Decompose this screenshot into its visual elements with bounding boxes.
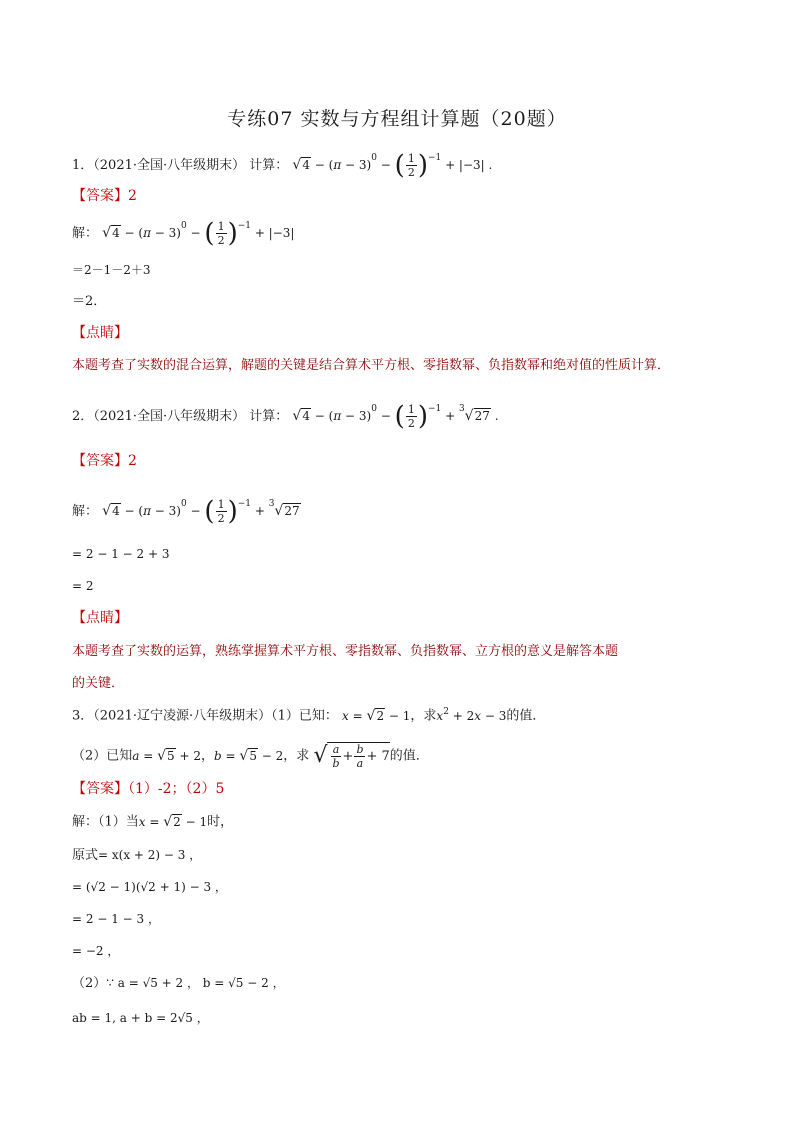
question-3-part-2-solution: [72, 973, 285, 994]
answer-value: 2: [128, 453, 137, 469]
question-3-part-2-solution-2: ab = 1, a + b = 2√5 ，: [72, 1011, 209, 1025]
solution-when-tail: 时，: [207, 814, 234, 830]
question-1-answer: [72, 186, 137, 206]
question-1-prefix: 1．（2021·全国·八年级期末） 计算：: [72, 158, 289, 173]
solution-prefix: 解：（1）当: [72, 814, 139, 830]
question-1-step-1: ＝2－1－2＋3: [72, 263, 151, 277]
page-title: 专练07 实数与方程组计算题（20题）: [227, 108, 567, 130]
part-2-prefix: （2）已知: [72, 748, 133, 764]
solution-expression: $√4 - (\pi - 3)^0$ − ( $\frac{1}{2}$ )$^{-1}$ + $^3$√27: [102, 496, 300, 527]
original-expression-label: 原式: [72, 848, 99, 863]
question-3-x-value: x = √2 − 1: [342, 708, 411, 724]
solution-prefix: 解：: [72, 226, 99, 241]
answer-value: 2: [128, 188, 137, 204]
question-1-comment: 本题考查了实数的混合运算，解题的关键是结合算术平方根、零指数幂、负指数幂和绝对值的性质计算．: [72, 358, 671, 373]
question-2-step-1: = 2 − 1 − 2 + 3: [72, 547, 170, 561]
question-3-part-2: [72, 742, 429, 770]
question-2-comment-line-1: 本题考查了实数的运算，熟练掌握算术平方根、零指数幂、负指数幂、立方根的意义是解答本题: [72, 644, 619, 659]
question-1-expression: $√4 - (\pi - 3)^0$ − ( $\frac{1}{2}$ )$^{-1}$ + |−3| .: [292, 150, 493, 181]
question-3: [72, 706, 545, 727]
question-3-step-2: = (√2 − 1)(√2 + 1) − 3 ，: [72, 880, 227, 894]
question-3-polynomial: $x^2 + 2x - 3$: [436, 707, 507, 723]
question-2-solution: [72, 498, 301, 525]
question-3-step-1: [72, 845, 201, 866]
b-value: b = √5 − 2: [214, 748, 284, 764]
question-3-step-4: = −2 ，: [72, 944, 120, 958]
question-3-step-3: = 2 − 1 − 3 ，: [72, 912, 160, 926]
answer-label: 【答案】: [72, 453, 128, 469]
part-2-solution-prefix: （2）: [72, 976, 107, 991]
question-2-prefix: 2．（2021·全国·八年级期末） 计算：: [72, 409, 289, 424]
question-2-step-2: = 2: [72, 579, 94, 593]
part-2-ask: ，求: [283, 748, 310, 764]
question-3-solution: [72, 812, 233, 833]
question-1-solution: [72, 220, 294, 247]
question-1-comment-label: 【点睛】: [72, 325, 128, 341]
question-3-answer: [72, 779, 224, 799]
question-3-prefix: 3．（2021·辽宁凌源·八年级期末）（1）已知：: [72, 708, 338, 724]
solution-expression: $√4 - (\pi - 3)^0$ − ( $\frac{1}{2}$ )$^{-1}$ + |−3|: [102, 218, 295, 249]
question-2-comment-line-2: 的关键．: [72, 676, 125, 691]
step-1-expression: = x(x + 2) − 3 ，: [98, 848, 202, 862]
question-1: [72, 152, 492, 179]
solution-prefix: 解：: [72, 504, 99, 519]
question-3-part1-tail: ，求: [410, 708, 437, 724]
question-2: [72, 403, 499, 430]
answer-label: 【答案】: [72, 188, 128, 204]
question-3-part1-end: 的值．: [506, 708, 546, 724]
a-value: a = √5 + 2: [132, 748, 202, 764]
answer-value: （1）-2；（2）5: [128, 781, 225, 797]
question-2-comment-label: 【点睛】: [72, 610, 128, 626]
x-value: x = √2 − 1: [138, 814, 208, 830]
part-2-end: 的值．: [389, 748, 429, 764]
answer-label: 【答案】: [72, 781, 128, 797]
part-2-solution-expression: ∵ a = √5 + 2 ， b = √5 − 2 ，: [106, 976, 285, 990]
question-2-expression: $√4 - (\pi - 3)^0$ − ( $\frac{1}{2}$ )$^{-1}$ + $^3$√27 .: [292, 401, 499, 432]
question-1-step-2: ＝2．: [72, 294, 107, 309]
part-2-mid: ，: [201, 748, 215, 764]
question-2-answer: [72, 451, 137, 471]
radical-expression: √ $\frac{a}{b}$ + $\frac{b}{a}$ + 7: [313, 743, 390, 770]
